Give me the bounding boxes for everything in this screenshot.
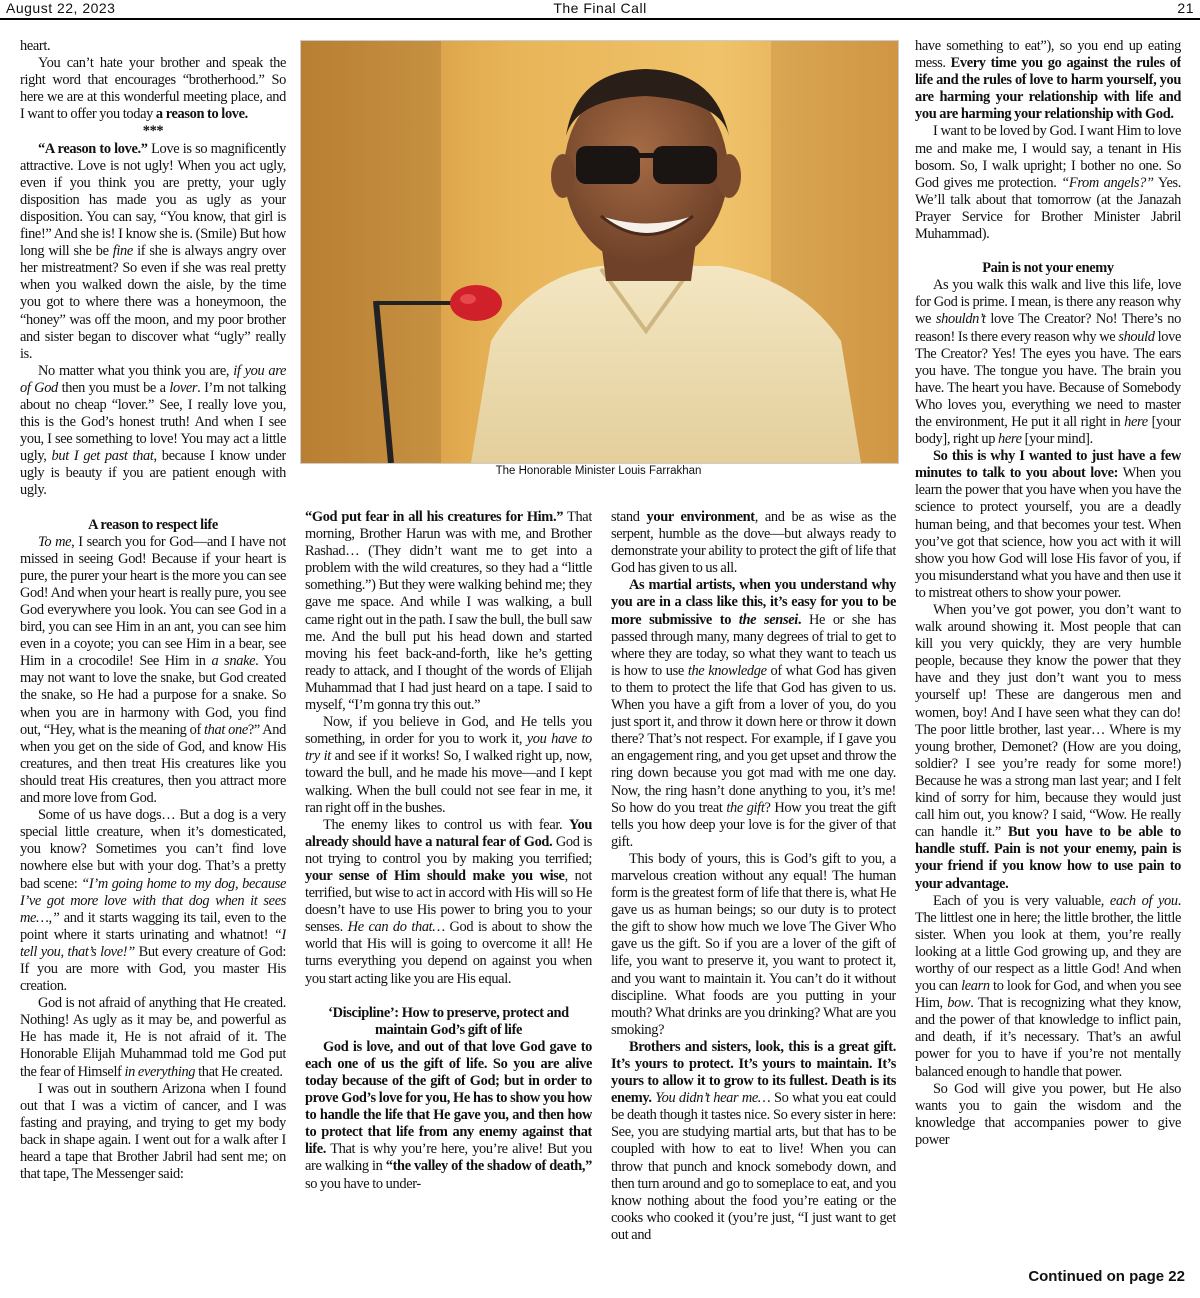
paragraph: heart.	[20, 38, 51, 54]
paragraph: This body of yours, this is God’s gift to you, a marvelous creation without any equal! The human form is the greatest form of life that there is, what He gave us as human beings; so our duty is to protect the gift to show how much we love The Giver Who gave us the gift. So if you are a lover of the gift of life, you want to preserve it, you want to protect it, and you want to maintain it. You can’t do it without discipline. What foods are you putting in your mouth? What drinks are you drinking? What are you smoking?	[611, 850, 896, 1038]
article-column-2	[305, 509, 592, 1288]
paragraph: So this is why I wanted to just have a few minutes to talk to you about love: When you learn the power that you have when you have the science to protect yourself, you are a deadly human being, and that becomes your test. When you’ve got that science, how you act with it will show you how God will lose His favor of you, if you misunderstand what you have and then use it to mistreat others to show your power.	[915, 448, 1181, 601]
subheading: A reason to respect life	[88, 516, 218, 533]
issue-date: August 22, 2023	[6, 0, 116, 16]
subheading: Pain is not your enemy	[982, 260, 1114, 277]
paragraph: God is not afraid of anything that He created. Nothing! As ugly as it may be, and powerful as He has made it, He is not afraid of it. The Honorable Elijah Muhammad told me God put the fear of Himself in everything that He created.	[20, 995, 286, 1080]
paragraph: As you walk this walk and live this life, love for God is prime. I mean, is there any reason why we shouldn’t love The Creator? No! There’s no reason! Is there every reason why we should love The Creator? Yes! The eyes you have. The ears you have. The tongue you have. The brain you have. The heart you have. Because of Somebody Who loves you, everything we need to master the environment, He put it all right in here [your body], right up here [your mind].	[915, 277, 1181, 448]
paragraph: To me, I search you for God—and I have not missed in seeing God! Because if your heart is pure, the purer your heart is the more you can see God! And when your heart is really pure, you see God everywhere you look. You can see God in a bird, you can see Him in an ant, you can see him even in a coyote; you can see Him in a bear, see Him in a crocodile! See Him in a snake. You may not want to love the snake, but God created the snake, so He had a purpose for a snake. So when you are in harmony with God, you find out, “Hey, what is the meaning of that one?” And when you get on the side of God, and know His creatures, and then treat His creatures like you should treat His creatures, then you attract more and more love from God.	[20, 533, 286, 807]
article-column-4	[915, 38, 1181, 1266]
publication-name: The Final Call	[553, 0, 647, 16]
paragraph: So God will give you power, but He also wants you to gain the wisdom and the knowledge that accompanies power to give power	[915, 1080, 1181, 1148]
paragraph: Each of you is very valuable, each of you. The littlest one in here; the little brother, the little sister. When you look at them, you’re really looking at a little God growing up, and they are worthy of our respect as a little God! And when you can learn to look for God, and when you see Him, bow. That is recognizing what they know, and the power of that knowledge to inflict pain, and death, if it’s necessary. That’s an awful power for you to have if you’re not mentally balanced enough to handle that power.	[915, 892, 1181, 1080]
paragraph: When you’ve got power, you don’t want to walk around showing it. Most people that can kill you very quickly, they are very humble people, because they know the power that they have and they just don’t want you to mess yourself up! These are dangerous men and women, boy! And I have seen what they can do! The poor little brother, last year… Where is my young brother, Demonet? (How are you doing, soldier? I see you’re ready for some more!) Because he was a strong man last year; and I felt kind of sorry for him, because they would just call him out, you know? I said, “Wow. He really can handle it.” But you have to be able to handle stuff. Pain is not your enemy, pain is your friend if you know how to use pain to your advantage.	[915, 602, 1181, 892]
paragraph: I was out in southern Arizona when I found out that I was a victim of cancer, and I was fasting and praying, and trying to get my body back in shape again. I went out for a walk after I heard a tape that Brother Jabril had sent me; on that tape, The Messenger said:	[20, 1080, 286, 1183]
paragraph: You can’t hate your brother and speak the right word that encourages “brotherhood.” So here we are at this wonderful meeting place, and I want to offer you today a reason to love.	[20, 55, 286, 123]
continued-notice: Continued on page 22	[1028, 1268, 1185, 1285]
paragraph: “A reason to love.” Love is so magnificently attractive. Love is not ugly! When you act ugly, even if you think you are pretty, your ugly disposition has made you as ugly as your disposition. You can say, “You know, that girl is fine!” And she is! I know she is. (Smile) But how long will she be fine if she is always angry over her mistreatment? So even if she was real pretty when you walked down the aisle, by the time you got to where there was a honeymoon, the “honey” was off the moon, and my poor brother and sister began to discover what “ugly” really is.	[20, 140, 286, 362]
page-number: 21	[1177, 0, 1194, 16]
paragraph: No matter what you think you are, if you are of God then you must be a lover. I’m not talking about no cheap “lover.” See, I really love you, this is the God’s honest truth! And when I see you, I see something to love! You may act a little ugly, but I get past that, because I know under ugly is beauty if you are patient enough with ugly.	[20, 362, 286, 499]
article-column-3	[611, 509, 896, 1288]
farrakhan-photo	[300, 40, 899, 464]
paragraph: Now, if you believe in God, and He tells you something, in order for you to work it, you have to try it and see if it works! So, I walked right up, now, toward the bull, and he made his move—and I kept walking. When the bull could not see fear in me, it ran right off in the bushes.	[305, 714, 592, 816]
paragraph: Some of us have dogs… But a dog is a very special little creature, when it’s domesticated, you know? Sometimes you can’t find love nowhere else but with your dog. That’s a pretty bad scene: “I’m going home to my dog, because I’ve got more love with that dog when it sees me…,” and it starts wagging its tail, even to the point where it starts urinating and whatnot! “I tell you, that’s love!” But every creature of God: If you are more with God, you master His creation.	[20, 807, 286, 995]
photo-caption: The Honorable Minister Louis Farrakhan	[495, 465, 702, 477]
subheading: ‘Discipline’: How to preserve, protect and maintain God’s gift of life	[328, 1004, 569, 1038]
paragraph: I want to be loved by God. I want Him to love me and make me, I would say, a tenant in His bosom. So, I walk upright; I bother no one. So God gives me protection. “From angels?” Yes. We’ll talk about that tomorrow (at the Janazah Prayer Service for Brother Minister Jabril Muhammad).	[915, 123, 1181, 243]
paragraph: Brothers and sisters, look, this is a great gift. It’s yours to protect. It’s yours to maintain. It’s yours to allow it to grow to its fullest. Death is its enemy. You didn’t hear me… So what you eat could be death though it tastes nice. So every sister in here: See, you are studying martial arts, but that has to be coupled with how to eat to live! When you can throw that punch and knock somebody down, and then turn around and go to someplace to eat, and you know nothing about the food you’re eating or the cooks who cooked it (you’re just, “I just want to get out and	[611, 1038, 896, 1243]
paragraph: The enemy likes to control us with fear. You already should have a natural fear of God. God is not trying to control you by making you terrified; your sense of Him should make you wise, not terrified, but wise to act in accord with His will so He doesn’t have to use His power to bring you to your senses. He can do that… God is about to show the world that His will is going to overcome it all! He turns everything you depend on against you when you start acting like you are His equal.	[305, 816, 592, 987]
paragraph: have something to eat”), so you end up eating mess. Every time you go against the rules of life and the rules of love to harm yourself, you are harming your relationship with life and you are harming your relationship with God.	[915, 38, 1181, 123]
paragraph: As martial artists, when you understand why you are in a class like this, it’s easy for you to be more submissive to the sensei. He or she has passed through many, many degrees of trial to get to where they are today, so what they want to teach us is how to use the knowledge of what God has given to them to protect the life that God has given to us. When you have a gift from a lover of you, do you just sport it, and throw it down here or throw it down there? That’s not respect. For example, if I gave you an engagement ring, and you get upset and throw the ring down because you got mad with me one day. Now, the ring hasn’t done anything to you, it’s me! So how do you treat the gift? How you treat the gift tells you how deep your love is for the giver of that gift.	[611, 577, 896, 850]
paragraph: stand your environment, and be as wise as the serpent, humble as the dove—but always ready to demonstrate your ability to protect the gift of life that God has given to us all.	[611, 509, 896, 577]
paragraph: “God put fear in all his creatures for Him.” That morning, Brother Harun was with me, and Brother Rashad… (They didn’t want me to get into a problem with the wild creatures, so they had a “little something.”) But they were walking behind me; they gave me space. And while I was walking, a bull came right out in the path. I saw the bull, the bull saw me. And the bull put his head down and started moving his feet back-and-forth, like he’s getting ready to attack, and I thought of the words of Elijah Muhammad that I had just heard on a tape. I said to myself, “I’m gonna try this out.”	[305, 509, 592, 714]
page-header	[0, 0, 1200, 20]
paragraph: God is love, and out of that love God gave to each one of us the gift of life. So you are alive today because of the gift of God; but in order to prove God’s love for you, He has to show you how to handle the life that He gave you, and then how to protect that life from any enemy against that life. That is why you’re here, you’re alive! But you are walking in “the valley of the shadow of death,” so you have to under-	[305, 1038, 592, 1192]
article-column-1	[20, 38, 286, 1288]
section-divider: ***	[142, 123, 164, 140]
